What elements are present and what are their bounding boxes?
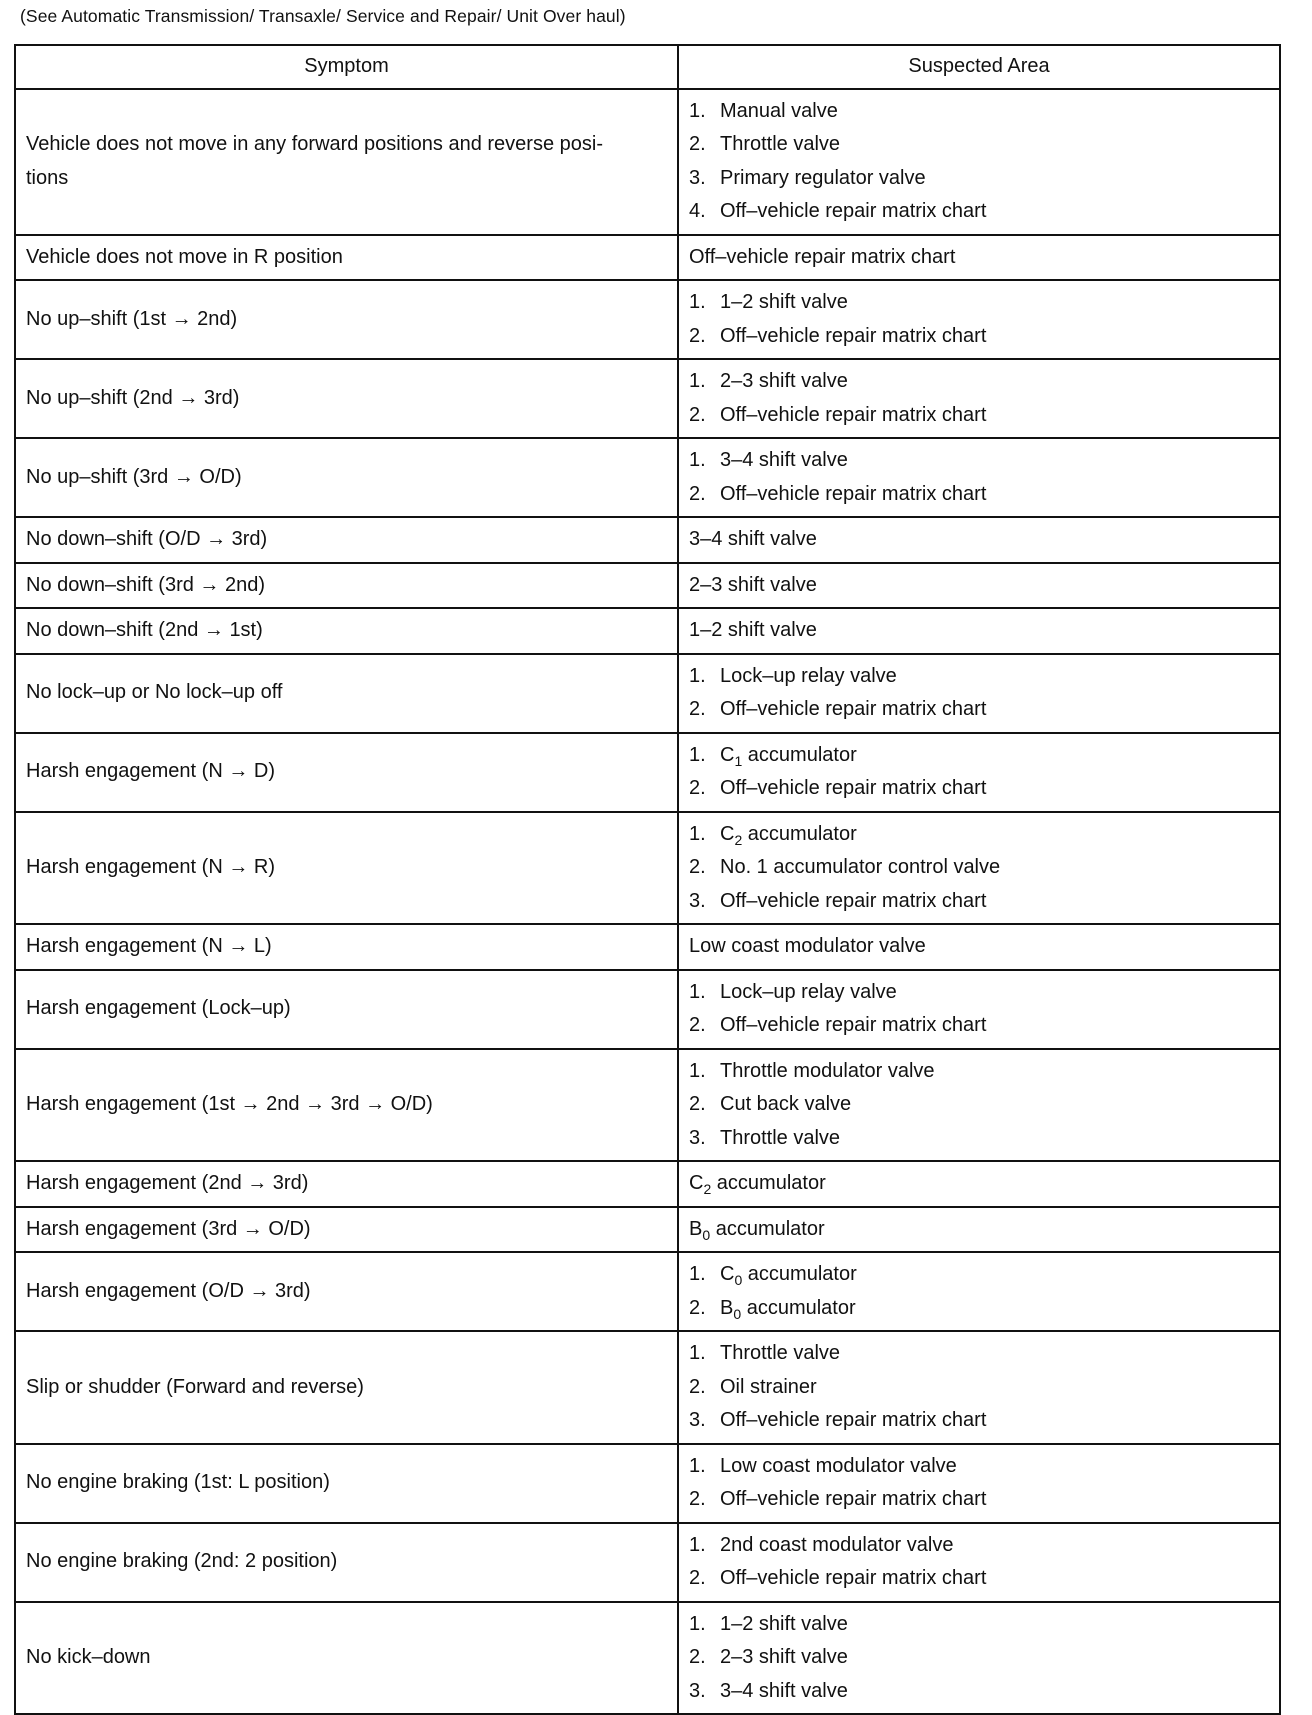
list-item — [689, 444, 1269, 478]
suspected-area-list — [689, 365, 1269, 432]
area-line — [689, 1213, 1269, 1247]
table-row — [15, 89, 1280, 235]
symptom-cell: No up–shift (3rd → O/D) — [15, 438, 678, 517]
symptom-cell — [15, 89, 678, 235]
area-text: Off–vehicle repair matrix chart — [720, 889, 987, 912]
suspected-area-cell — [678, 89, 1280, 235]
suspected-area-header: Suspected Area — [678, 45, 1280, 89]
suspected-area-cell — [678, 654, 1280, 733]
suspected-area-list — [689, 1337, 1269, 1438]
area-text: 3–4 shift valve — [720, 1679, 848, 1702]
area-text: No. 1 accumulator control valve — [720, 856, 1001, 878]
area-line — [689, 523, 1269, 557]
component-letter: C — [720, 822, 735, 845]
item-body — [720, 1404, 986, 1438]
area-text: 3–4 shift valve — [720, 449, 848, 471]
symptom-line: tions — [26, 166, 69, 189]
area-line — [689, 569, 1269, 603]
list-item — [689, 162, 1269, 196]
item-number: 2. — [689, 1646, 706, 1668]
item-number: 1. — [689, 743, 706, 766]
item-number: 4. — [689, 200, 706, 222]
suspected-area-cell — [678, 924, 1280, 970]
component-subscript: 1 — [734, 752, 743, 769]
reference-note: (See Automatic Transmission/ Transaxle/ Service and Repair/ Unit Over haul) — [20, 6, 626, 26]
component-subscript: 2 — [703, 1181, 712, 1197]
suspected-area-cell — [678, 1602, 1280, 1715]
item-body — [720, 1122, 840, 1156]
item-body — [720, 1292, 856, 1326]
item-number: 2. — [689, 1488, 706, 1510]
symptom-cell: Slip or shudder (Forward and reverse) — [15, 1331, 678, 1444]
symptom-cell: Vehicle does not move in R position — [15, 235, 678, 281]
area-text: accumulator — [742, 822, 857, 845]
suspected-area-list — [689, 1258, 1269, 1325]
item-number: 1. — [689, 1342, 706, 1364]
item-body — [720, 95, 838, 129]
list-item — [689, 772, 1269, 806]
suspected-area-cell — [678, 235, 1280, 281]
item-number: 1. — [689, 99, 706, 122]
header-row — [15, 45, 1280, 89]
area-line — [689, 241, 1269, 275]
table-row — [15, 1331, 1280, 1444]
area-text: Off–vehicle repair matrix chart — [689, 245, 956, 268]
area-text: Off–vehicle repair matrix chart — [720, 482, 987, 505]
item-number: 1. — [689, 980, 706, 1003]
area-text: Off–vehicle repair matrix chart — [720, 324, 987, 347]
item-body — [720, 1608, 848, 1642]
suspected-area-cell — [678, 733, 1280, 812]
list-item — [689, 693, 1269, 727]
suspected-area-list — [689, 95, 1269, 229]
area-text: 2nd coast modulator valve — [720, 1533, 954, 1556]
list-item — [689, 195, 1269, 229]
area-text: accumulator — [710, 1217, 825, 1240]
area-text: 1–2 shift valve — [720, 1612, 848, 1635]
area-text: Off–vehicle repair matrix chart — [720, 1409, 987, 1431]
list-item — [689, 128, 1269, 162]
item-number: 1. — [689, 370, 706, 392]
area-text: Lock–up relay valve — [720, 980, 897, 1003]
area-text: accumulator — [711, 1172, 826, 1194]
suspected-area-list — [689, 818, 1269, 919]
item-body — [720, 739, 857, 773]
list-item — [689, 95, 1269, 129]
area-text: Off–vehicle repair matrix chart — [720, 403, 987, 426]
table-row — [15, 1207, 1280, 1253]
item-body — [720, 1529, 953, 1563]
suspected-area-list — [689, 660, 1269, 727]
suspected-area-cell — [678, 608, 1280, 654]
area-text: Off–vehicle repair matrix chart — [720, 1567, 987, 1589]
item-body — [720, 195, 986, 229]
item-body — [720, 128, 840, 162]
area-text: 1–2 shift valve — [689, 619, 817, 641]
area-line — [689, 614, 1269, 648]
area-text: 2–3 shift valve — [720, 370, 848, 392]
area-text: 3–4 shift valve — [689, 528, 817, 550]
suspected-area-cell — [678, 970, 1280, 1049]
area-text: Off–vehicle repair matrix chart — [720, 200, 987, 222]
table-row — [15, 517, 1280, 563]
item-body — [720, 1450, 957, 1484]
suspected-area-cell — [678, 1161, 1280, 1207]
suspected-area-list — [689, 1055, 1269, 1156]
item-number: 3. — [689, 1679, 706, 1702]
area-text: 2–3 shift valve — [720, 1646, 848, 1668]
item-body — [720, 1641, 848, 1675]
list-item — [689, 286, 1269, 320]
item-body — [720, 286, 848, 320]
list-item — [689, 1337, 1269, 1371]
suspected-area-list — [689, 286, 1269, 353]
list-item — [689, 399, 1269, 433]
item-number: 2. — [689, 698, 706, 720]
item-number: 1. — [689, 449, 706, 471]
table-row — [15, 970, 1280, 1049]
area-text: Cut back valve — [720, 1093, 852, 1115]
item-number: 1. — [689, 291, 706, 313]
symptom-cell: Harsh engagement (2nd → 3rd) — [15, 1161, 678, 1207]
list-item — [689, 1608, 1269, 1642]
symptom-cell: No engine braking (2nd: 2 position) — [15, 1523, 678, 1602]
suspected-area-cell — [678, 1207, 1280, 1253]
symptom-cell: No up–shift (2nd → 3rd) — [15, 359, 678, 438]
area-line — [689, 930, 1269, 964]
symptom-header: Symptom — [15, 45, 678, 89]
symptom-cell: No up–shift (1st → 2nd) — [15, 280, 678, 359]
item-body — [720, 399, 986, 433]
suspected-area-list — [689, 739, 1269, 806]
suspected-area-cell — [678, 1331, 1280, 1444]
symptom-line: Vehicle does not move in any forward positions and reverse posi- — [26, 133, 603, 155]
item-body — [720, 320, 986, 354]
list-item — [689, 1529, 1269, 1563]
list-item — [689, 1371, 1269, 1405]
list-item — [689, 818, 1269, 852]
component-subscript: 0 — [733, 1305, 742, 1322]
component-subscript: 0 — [734, 1272, 743, 1288]
area-text: Off–vehicle repair matrix chart — [720, 777, 987, 799]
area-text: 2–3 shift valve — [689, 573, 817, 596]
area-text: Throttle valve — [720, 133, 841, 155]
table-row — [15, 1444, 1280, 1523]
item-number: 2. — [689, 133, 706, 155]
suspected-area-cell — [678, 1049, 1280, 1162]
list-item — [689, 320, 1269, 354]
table-row — [15, 1252, 1280, 1331]
suspected-area-cell — [678, 1523, 1280, 1602]
list-item — [689, 1450, 1269, 1484]
list-item — [689, 478, 1269, 512]
item-body — [720, 365, 848, 399]
symptom-cell: No down–shift (O/D → 3rd) — [15, 517, 678, 563]
item-number: 2. — [689, 403, 706, 426]
component-subscript: 2 — [734, 831, 743, 848]
component-letter: C — [689, 1172, 704, 1194]
list-item — [689, 1258, 1269, 1292]
item-body — [720, 1088, 851, 1122]
item-body — [720, 1258, 857, 1292]
item-body — [720, 851, 1000, 885]
component-letter: C — [720, 743, 735, 766]
list-item — [689, 660, 1269, 694]
area-text: Low coast modulator valve — [720, 1454, 957, 1477]
area-text: 1–2 shift valve — [720, 291, 848, 313]
list-item — [689, 1404, 1269, 1438]
item-body — [720, 1055, 935, 1089]
suspected-area-cell — [678, 359, 1280, 438]
item-number: 3. — [689, 889, 706, 912]
list-item — [689, 885, 1269, 919]
item-body — [720, 693, 986, 727]
symptom-cell: Harsh engagement (3rd → O/D) — [15, 1207, 678, 1253]
item-number: 2. — [689, 324, 706, 347]
item-number: 2. — [689, 1014, 706, 1036]
suspected-area-cell — [678, 1444, 1280, 1523]
item-body — [720, 1483, 986, 1517]
list-item — [689, 976, 1269, 1010]
list-item — [689, 1088, 1269, 1122]
item-number: 1. — [689, 664, 706, 687]
item-body — [720, 818, 857, 852]
area-text: Throttle valve — [720, 1126, 841, 1149]
table-row — [15, 924, 1280, 970]
item-number: 3. — [689, 1409, 706, 1431]
item-number: 1. — [689, 1612, 706, 1635]
suspected-area-cell — [678, 563, 1280, 609]
area-text: Throttle valve — [720, 1342, 841, 1364]
suspected-area-cell — [678, 280, 1280, 359]
table-row — [15, 438, 1280, 517]
component-letter: B — [720, 1296, 734, 1319]
list-item — [689, 1562, 1269, 1596]
suspected-area-list — [689, 1608, 1269, 1709]
area-text: Off–vehicle repair matrix chart — [720, 698, 987, 720]
item-body — [720, 478, 986, 512]
table-row — [15, 359, 1280, 438]
symptom-cell: No kick–down — [15, 1602, 678, 1715]
item-number: 3. — [689, 1126, 706, 1149]
list-item — [689, 1483, 1269, 1517]
list-item — [689, 365, 1269, 399]
table-row — [15, 1602, 1280, 1715]
symptom-cell: Harsh engagement (1st → 2nd → 3rd → O/D) — [15, 1049, 678, 1162]
table-row — [15, 1523, 1280, 1602]
list-item — [689, 1122, 1269, 1156]
suspected-area-list — [689, 1529, 1269, 1596]
item-number: 1. — [689, 1059, 706, 1082]
item-body — [720, 1371, 817, 1405]
list-item — [689, 1055, 1269, 1089]
area-text: accumulator — [742, 1263, 857, 1285]
symptom-cell: Harsh engagement (Lock–up) — [15, 970, 678, 1049]
item-body — [720, 1562, 986, 1596]
component-letter: B — [689, 1217, 703, 1240]
area-line — [689, 1167, 1269, 1201]
suspected-area-cell — [678, 517, 1280, 563]
list-item — [689, 851, 1269, 885]
item-number: 2. — [689, 856, 706, 878]
component-letter: C — [720, 1263, 735, 1285]
list-item — [689, 1675, 1269, 1709]
table-row — [15, 563, 1280, 609]
table-row — [15, 280, 1280, 359]
table-row — [15, 654, 1280, 733]
item-body — [720, 1675, 848, 1709]
item-body — [720, 885, 986, 919]
table-body — [15, 89, 1280, 1715]
symptom-cell: Harsh engagement (N → L) — [15, 924, 678, 970]
table-row — [15, 733, 1280, 812]
list-item — [689, 1292, 1269, 1326]
item-number: 2. — [689, 482, 706, 505]
item-number: 2. — [689, 1296, 706, 1319]
suspected-area-cell — [678, 438, 1280, 517]
table-row — [15, 812, 1280, 925]
area-text: accumulator — [741, 1296, 856, 1319]
item-body — [720, 660, 897, 694]
area-text: Off–vehicle repair matrix chart — [720, 1014, 987, 1036]
area-text: Manual valve — [720, 99, 838, 122]
item-number: 2. — [689, 777, 706, 799]
list-item — [689, 1641, 1269, 1675]
item-body — [720, 1337, 840, 1371]
item-number: 2. — [689, 1375, 706, 1398]
item-body — [720, 976, 897, 1010]
item-number: 1. — [689, 1533, 706, 1556]
item-number: 1. — [689, 1263, 706, 1285]
area-text: Oil strainer — [720, 1375, 817, 1398]
item-body — [720, 1009, 986, 1043]
item-number: 3. — [689, 166, 706, 189]
symptom-table — [14, 44, 1281, 1715]
suspected-area-list — [689, 444, 1269, 511]
list-item — [689, 739, 1269, 773]
area-text: Throttle modulator valve — [720, 1059, 935, 1082]
table-row — [15, 1049, 1280, 1162]
table-row — [15, 1161, 1280, 1207]
item-body — [720, 444, 848, 478]
area-text: Low coast modulator valve — [689, 935, 926, 957]
symptom-cell: No engine braking (1st: L position) — [15, 1444, 678, 1523]
item-body — [720, 772, 986, 806]
component-subscript: 0 — [702, 1226, 711, 1243]
item-number: 2. — [689, 1093, 706, 1115]
list-item — [689, 1009, 1269, 1043]
symptom-cell: No lock–up or No lock–up off — [15, 654, 678, 733]
item-number: 1. — [689, 822, 706, 845]
area-text: accumulator — [742, 743, 857, 766]
item-number: 2. — [689, 1567, 706, 1589]
suspected-area-list — [689, 1450, 1269, 1517]
suspected-area-cell — [678, 812, 1280, 925]
symptom-cell: No down–shift (2nd → 1st) — [15, 608, 678, 654]
area-text: Lock–up relay valve — [720, 664, 897, 687]
symptom-cell: Harsh engagement (N → D) — [15, 733, 678, 812]
symptom-cell: No down–shift (3rd → 2nd) — [15, 563, 678, 609]
item-number: 1. — [689, 1454, 706, 1477]
item-body — [720, 162, 926, 196]
area-text: Off–vehicle repair matrix chart — [720, 1488, 987, 1510]
table-row — [15, 608, 1280, 654]
suspected-area-list — [689, 976, 1269, 1043]
symptom-cell: Harsh engagement (O/D → 3rd) — [15, 1252, 678, 1331]
suspected-area-cell — [678, 1252, 1280, 1331]
area-text: Primary regulator valve — [720, 166, 926, 189]
symptom-cell: Harsh engagement (N → R) — [15, 812, 678, 925]
table-row — [15, 235, 1280, 281]
